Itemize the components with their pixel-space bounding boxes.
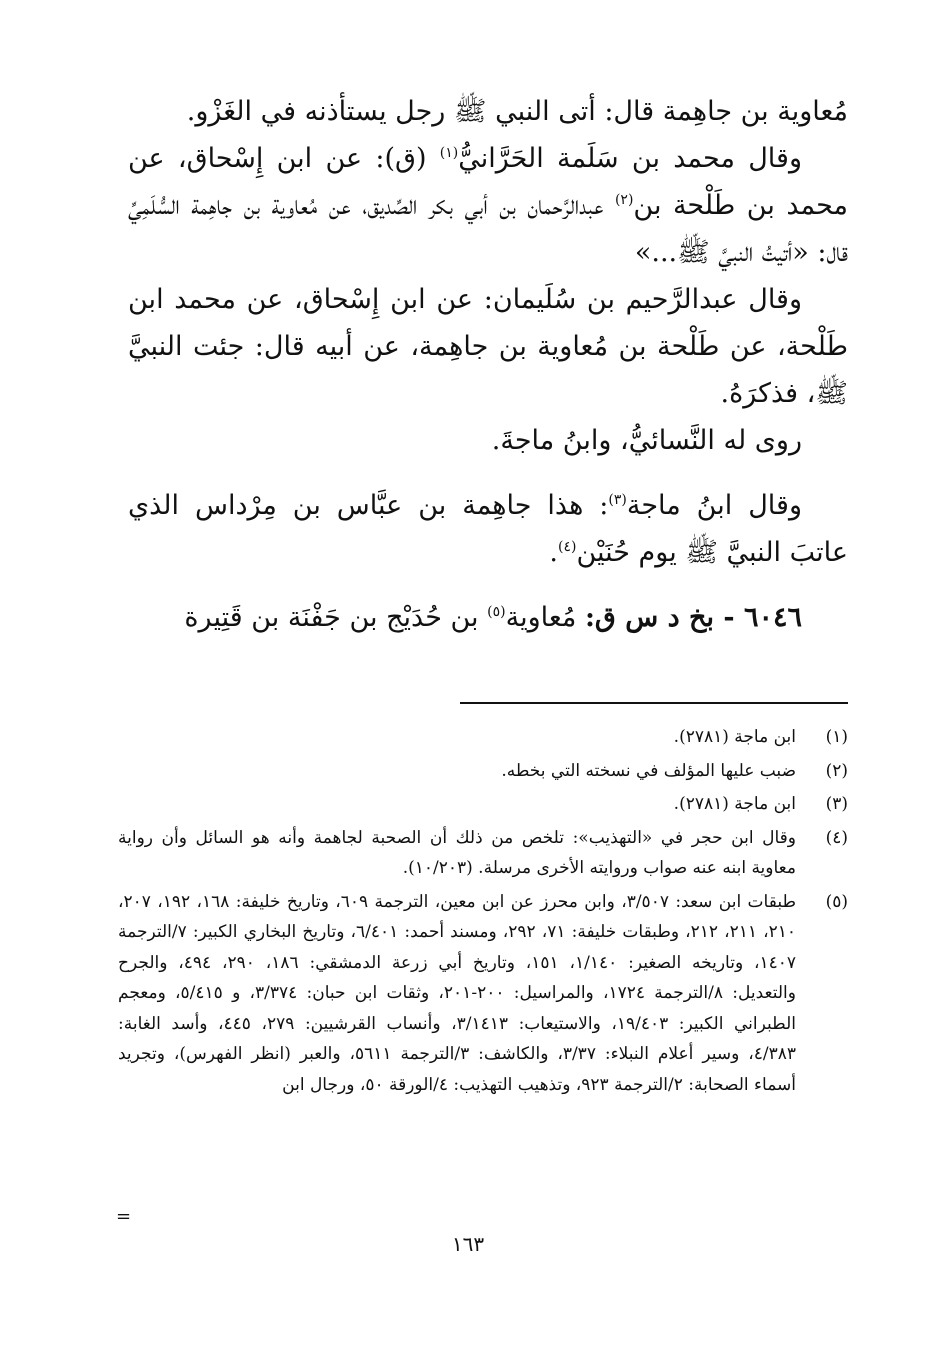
footnote-separator: [460, 702, 848, 704]
paragraph-5: [128, 482, 848, 576]
paragraph-3-text: وقال عبدالرَّحيم بن سُلَيمان: عن ابن إِسْحاق، عن محمد ابن طَلْحة، عن طَلْحة بن مُعاوية بن جاهِمة، عن أبيه قال: جئت النبيَّ ﷺ، فذكرَهُ.: [128, 284, 848, 409]
footnote-text: طبقات ابن سعد: ٣/٥٠٧، وابن محرز عن ابن معين، الترجمة ٦٠٩، وتاريخ خليفة: ١٦٨، ١٩٢، ٢٠٧، ٢١٠، ٢١١، ٢١٢، وطبقات خليفة: ٧١، ٢٩٢، ومسند أحمد: ٦/٤٠١، وتاريخ البخاري الكبير: ٧/الترجمة ١٤٠٧، وتاريخه الصغير: ١/١٤٠، ١٥١، وتاريخ أبي زرعة الدمشقي: ١٨٦، ٢٩٠، ٤٩٤، والجرح والتعديل: ٨/الترجمة ١٧٢٤، والمراسيل: ٢٠٠-٢٠١، وثقات ابن حبان: ٣/٣٧٤، و ٥/٤١٥، ومعجم الطبراني الكبير: ١٩/٤٠٣، والاستيعاب: ٣/١٤١٣، وأنساب القرشيين: ٢٧٩، ٤٤٥، وأسد الغابة: ٤/٣٨٣، وسير أعلام النبلاء: ٣/٣٧، والكاشف: ٣/الترجمة ٥٦١١، والعبر (انظر الفهرس)، وتجريد أسماء الصحابة: ٢/الترجمة ٩٢٣، وتذهيب التهذيب: ٤/الورقة ٥٠، ورجال ابن: [118, 891, 797, 1095]
footnote-ref-4: (٤): [557, 539, 577, 555]
footnotes: [118, 722, 848, 1103]
entry-heading-text-a: مُعاوية: [505, 602, 585, 633]
paragraph-3: [128, 276, 848, 417]
footnote-text: وقال ابن حجر في «التهذيب»: تلخص من ذلك أن الصحبة لجاهمة وأنه هو السائل وأن رواية معاوية ابنه عنه صواب وروايته الأخرى مرسلة. (١٠/٢٠٣).: [118, 827, 796, 878]
footnote-item: [118, 756, 848, 787]
paragraph-4-text: روى له النَّسائيُّ، وابنُ ماجةَ.: [491, 425, 802, 456]
paragraph-2-text-a: وقال محمد بن سَلَمة الحَرَّانيُّ: [458, 143, 802, 174]
paragraph-2-text-b: (ق): عن ابن إِسْحاق، عن محمد بن طَلْحة بن: [128, 143, 848, 221]
paragraph-5-text-a: وقال ابنُ ماجة: [626, 490, 802, 521]
footnote-number: (١): [825, 727, 848, 747]
footnote-number: (٢): [825, 760, 848, 781]
footnote-ref-5: (٥): [487, 604, 506, 620]
paragraph-1: [128, 88, 848, 135]
continuation-mark: =: [116, 1206, 132, 1227]
paragraph-2-text-c: عبدالرَّحمان بن أبي بكر الصِّديق، عن مُعاوية بن جاهِمة السُّلَمِيِّ قال: «أتيتُ النبيَّ ﷺ...»: [128, 190, 848, 268]
footnote-item: [118, 887, 848, 1101]
footnote-text: ابن ماجة (٢٧٨١).: [673, 727, 796, 747]
footnote-number: (٣): [825, 794, 848, 814]
page-number: ١٦٣: [451, 1232, 485, 1256]
paragraph-1-text: مُعاوية بن جاهِمة قال: أتى النبي ﷺ رجل يستأذنه في الغَزْو.: [186, 96, 848, 127]
entry-heading-text-b: بن حُدَيْج بن جَفْنَة بن قَتِيرة: [184, 602, 488, 633]
entry-heading: [128, 594, 848, 641]
footnote-number: (٤): [825, 827, 848, 848]
footnote-text: ضبب عليها المؤلف في نسخته التي بخطه.: [501, 760, 796, 781]
paragraph-4: [128, 417, 848, 464]
footnote-number: (٥): [825, 891, 848, 912]
footnote-ref-1: (١): [439, 145, 459, 161]
footnote-item: [118, 722, 848, 753]
entry-number: ٦٠٤٦ - بخ د س ق:: [584, 602, 802, 633]
paragraph-5-text-b: : هذا جاهِمة بن عبَّاس بن مِرْداس الذي عاتبَ النبيَّ ﷺ يوم حُنَيْن: [128, 490, 848, 568]
footnote-ref-2: (٢): [614, 192, 634, 208]
footnote-ref-3: (٣): [608, 492, 627, 508]
footnote-item: [118, 789, 848, 820]
footnote-item: [118, 823, 848, 884]
paragraph-5-text-c: .: [549, 537, 558, 568]
main-text: [128, 88, 848, 641]
paragraph-2: [128, 135, 848, 276]
footnote-text: ابن ماجة (٢٧٨١).: [673, 794, 796, 814]
